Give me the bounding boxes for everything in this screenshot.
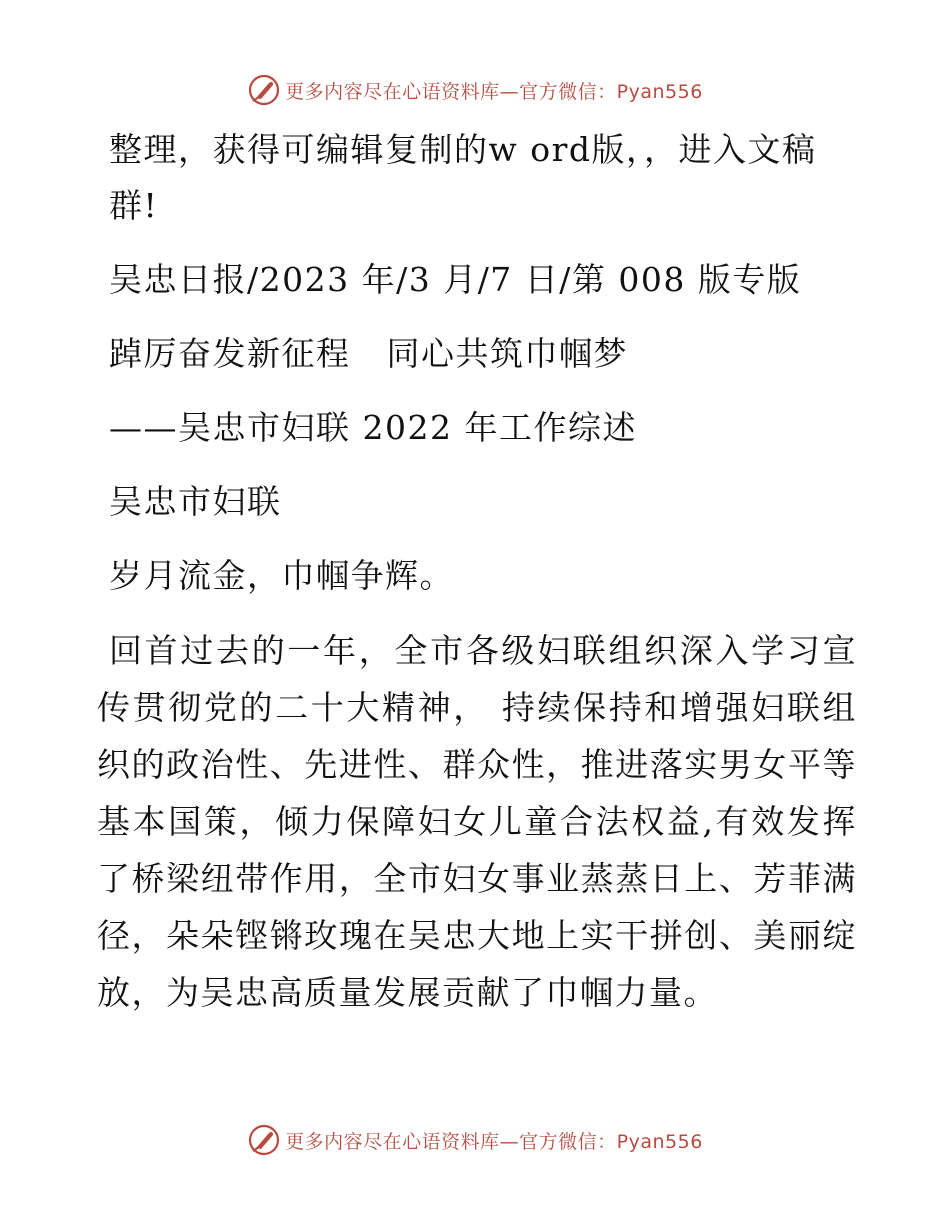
author: 吴忠市妇联 — [109, 482, 282, 521]
watermark-text: 更多内容尽在心语资料库—官方微信：Pyan556 — [285, 1130, 703, 1153]
headline: 踔厉奋发新征程 同心共筑巾帼梦 — [109, 334, 628, 373]
quill-logo-icon — [247, 73, 281, 107]
quill-logo-icon — [247, 1123, 281, 1157]
subheadline: ——吴忠市妇联 2022 年工作综述 — [109, 408, 637, 447]
document-body — [97, 120, 857, 1021]
footer-watermark — [0, 1120, 950, 1160]
body-paragraph: 回首过去的一年，全市各级妇联组织深入学习宣传贯彻党的二十大精神， 持续保持和增强妇联组织的政治性、先进性、群众性，推进落实男女平等基本国策，倾力保障妇女儿童合法权益,有效发挥了桥梁纽带作用，全市妇女事业蒸蒸日上、芳菲满径，朵朵铿锵玫瑰在吴忠大地上实干拼创、美丽绽放，为吴忠高质量发展贡献了巾帼力量。 — [97, 631, 857, 1012]
watermark-text: 更多内容尽在心语资料库—官方微信：Pyan556 — [285, 80, 703, 103]
source-line: 吴忠日报/2023 年/3 月/7 日/第 008 版专版 — [109, 260, 802, 299]
lead-text: 岁月流金，巾帼争辉。 — [109, 556, 454, 595]
intro-text: 整理，获得可编辑复制的w ord版，，进入文稿群! — [109, 130, 817, 225]
header-watermark — [0, 70, 950, 110]
